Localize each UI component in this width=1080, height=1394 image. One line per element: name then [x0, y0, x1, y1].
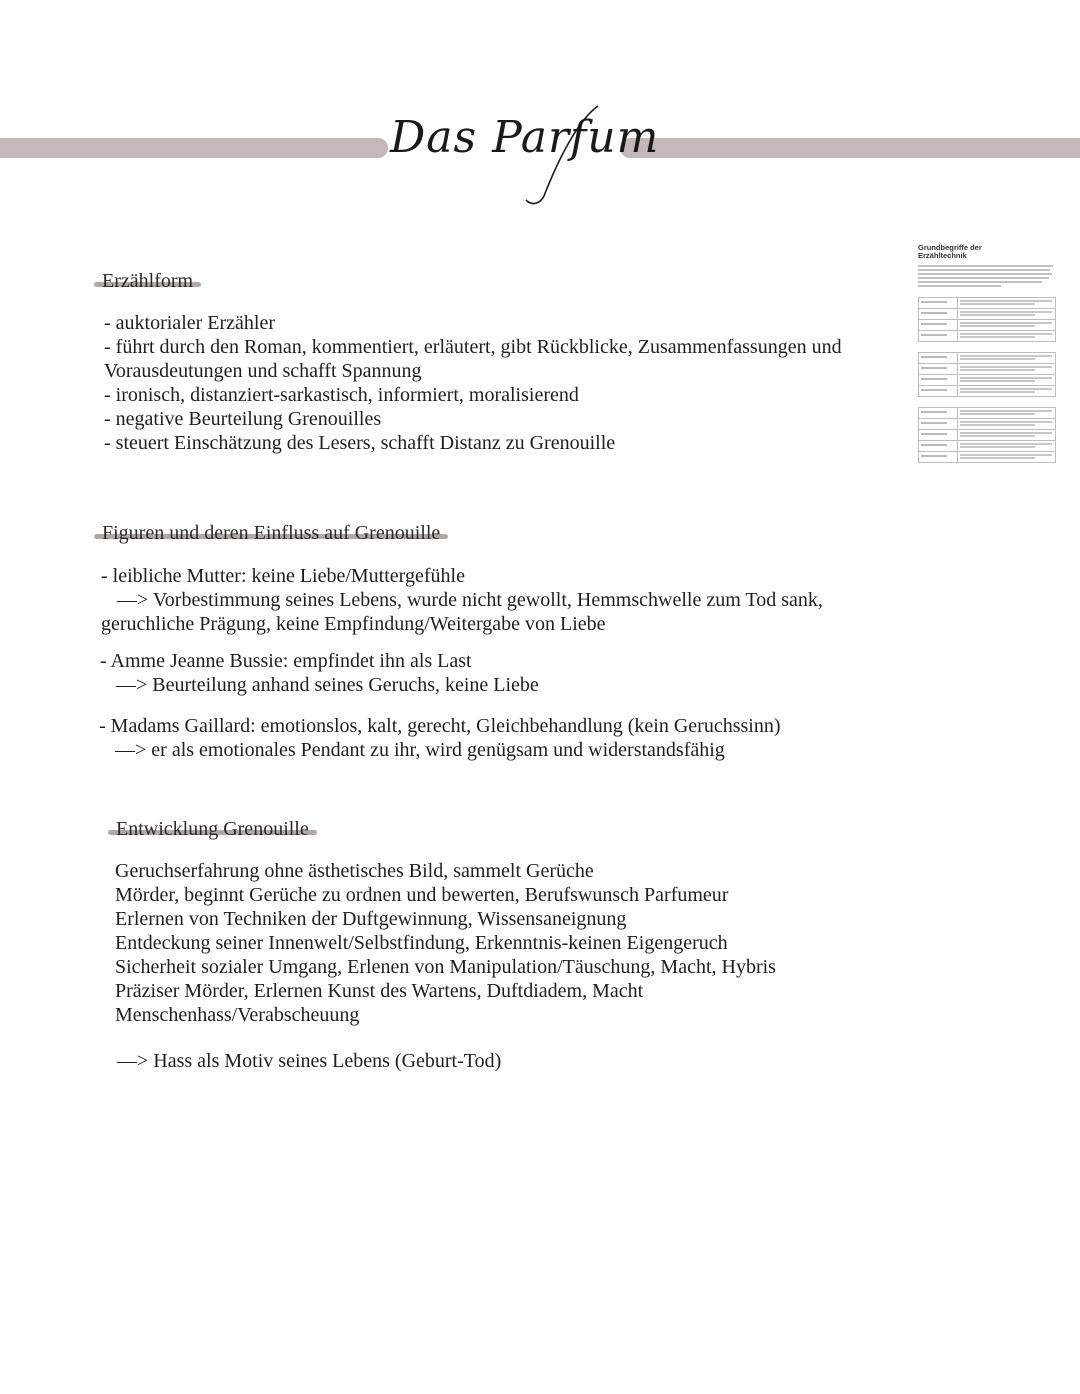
- reference-sheet-row: [918, 331, 1056, 342]
- list-item: - steuert Einschätzung des Lesers, schafft Distanz zu Grenouille: [104, 432, 616, 454]
- list-item: Erlernen von Techniken der Duftgewinnung, Wissensaneignung: [115, 908, 627, 930]
- reference-sheet-thumbnail: [914, 240, 1060, 478]
- list-item: - ironisch, distanziert-sarkastisch, informiert, moralisierend: [104, 384, 579, 406]
- reference-sheet-section-3: [918, 401, 1056, 406]
- heading-entwicklung-text: Entwicklung Grenouille: [116, 818, 309, 840]
- reference-sheet-row: [918, 407, 1056, 419]
- list-item: Menschenhass/Verabscheuung: [115, 1004, 360, 1026]
- figur-consequence: —> Beurteilung anhand seines Geruchs, keine Liebe: [116, 674, 539, 696]
- heading-entwicklung: [116, 818, 309, 841]
- reference-sheet-title: Grundbegriffe der Erzähltechnik: [918, 243, 982, 260]
- title-banner-right: [620, 138, 1080, 158]
- reference-sheet-row: [918, 352, 1056, 364]
- figur-line: geruchliche Prägung, keine Empfindung/Weitergabe von Liebe: [101, 613, 606, 635]
- list-item: Präziser Mörder, Erlernen Kunst des Wartens, Duftdiadem, Macht: [115, 980, 644, 1002]
- figur-consequence: —> Vorbestimmung seines Lebens, wurde nicht gewollt, Hemmschwelle zum Tod sank,: [117, 589, 823, 611]
- reference-sheet-row: [918, 386, 1056, 397]
- figur-amme: [100, 649, 539, 697]
- title-banner-left: [0, 138, 388, 158]
- figur-line: - Madams Gaillard: emotionslos, kalt, gerecht, Gleichbehandlung (kein Geruchssinn): [99, 715, 781, 737]
- list-item: Vorausdeutungen und schafft Spannung: [104, 360, 422, 382]
- heading-erzaehlform: [102, 270, 193, 293]
- reference-sheet-section-2: [918, 346, 1056, 351]
- reference-sheet-row: [918, 320, 1056, 331]
- reference-sheet-row: [918, 364, 1056, 375]
- heading-figuren: [102, 522, 440, 545]
- heading-erzaehlform-text: Erzählform: [102, 270, 194, 292]
- figur-mutter: [101, 564, 823, 636]
- entwicklung-list: [115, 859, 776, 1027]
- reference-sheet-row: [918, 297, 1056, 309]
- list-item: - negative Beurteilung Grenouilles: [104, 408, 382, 430]
- figur-gaillard: [99, 714, 780, 762]
- entwicklung-conclusion: [117, 1049, 501, 1073]
- list-item: Sicherheit sozialer Umgang, Erlenen von Manipulation/Täuschung, Macht, Hybris: [115, 956, 776, 978]
- conclusion-line: —> Hass als Motiv seines Lebens (Geburt-Tod): [117, 1050, 502, 1072]
- list-item: - auktorialer Erzähler: [104, 312, 276, 334]
- reference-sheet-row: [918, 375, 1056, 386]
- reference-sheet-section-1: [918, 291, 1056, 296]
- figur-line: - leibliche Mutter: keine Liebe/Muttergefühle: [101, 565, 465, 587]
- reference-sheet-intro: [918, 265, 1056, 287]
- reference-sheet-row: [918, 441, 1056, 452]
- list-item: Entdeckung seiner Innenwelt/Selbstfindung, Erkenntnis-keinen Eigengeruch: [115, 932, 728, 954]
- list-item: - führt durch den Roman, kommentiert, erläutert, gibt Rückblicke, Zusammenfassungen und: [104, 336, 842, 358]
- figur-consequence: —> er als emotionales Pendant zu ihr, wird genügsam und widerstandsfähig: [115, 739, 725, 761]
- erzaehlform-list: [104, 311, 842, 455]
- heading-figuren-text: Figuren und deren Einfluss auf Grenouille: [102, 522, 441, 544]
- title-swash-flourish: [498, 100, 608, 210]
- reference-sheet-row: [918, 419, 1056, 430]
- figur-line: - Amme Jeanne Bussie: empfindet ihn als Last: [100, 650, 472, 672]
- reference-sheet-row: [918, 430, 1056, 441]
- list-item: Mörder, beginnt Gerüche zu ordnen und bewerten, Berufswunsch Parfumeur: [115, 884, 729, 906]
- reference-sheet-row: [918, 309, 1056, 320]
- reference-sheet-row: [918, 452, 1056, 463]
- list-item: Geruchserfahrung ohne ästhetisches Bild, sammelt Gerüche: [115, 860, 594, 882]
- page-title: Das Parfum: [390, 112, 660, 163]
